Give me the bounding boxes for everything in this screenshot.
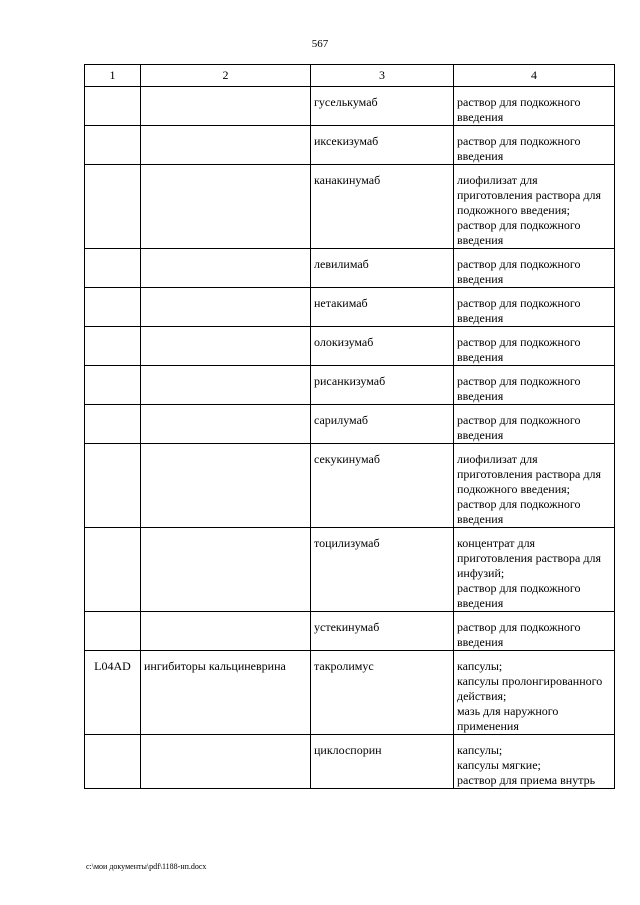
atc-code-cell: [85, 528, 141, 612]
dosage-forms-cell: [454, 327, 615, 366]
group-name-cell: [141, 528, 311, 612]
atc-code-cell: [85, 405, 141, 444]
dosage-form-line: капсулы;: [457, 743, 503, 757]
atc-code-cell: [85, 366, 141, 405]
table-body: [85, 87, 615, 789]
dosage-form-line: раствор для подкожного введения: [457, 374, 581, 403]
table-row: [85, 327, 615, 366]
drug-table: [84, 64, 615, 789]
footer-file-path: c:\мои документы\pdf\1188-нп.docx: [86, 862, 207, 871]
dosage-forms-cell: [454, 735, 615, 789]
column-header-4: 4: [454, 65, 615, 87]
table-row: [85, 366, 615, 405]
dosage-form-line: лиофилизат для приготовления раствора для подкожного введения;: [457, 173, 601, 217]
dosage-form-line: раствор для подкожного введения: [457, 620, 581, 649]
dosage-form-line: раствор для подкожного введения: [457, 218, 581, 247]
drug-name-cell: иксекизумаб: [311, 126, 454, 165]
table-row: [85, 444, 615, 528]
dosage-forms-cell: [454, 87, 615, 126]
group-name-cell: [141, 126, 311, 165]
dosage-forms-cell: [454, 126, 615, 165]
dosage-forms-cell: [454, 249, 615, 288]
dosage-form-line: раствор для подкожного введения: [457, 581, 581, 610]
group-name-cell: [141, 405, 311, 444]
drug-name-cell: левилимаб: [311, 249, 454, 288]
dosage-form-line: раствор для подкожного введения: [457, 257, 581, 286]
drug-name-cell: нетакимаб: [311, 288, 454, 327]
table-row: [85, 288, 615, 327]
dosage-forms-cell: [454, 366, 615, 405]
table-row: [85, 651, 615, 735]
drug-name-cell: гуселькумаб: [311, 87, 454, 126]
dosage-form-line: раствор для подкожного введения: [457, 95, 581, 124]
group-name-cell: [141, 288, 311, 327]
dosage-form-line: раствор для подкожного введения: [457, 497, 581, 526]
group-name-cell: [141, 249, 311, 288]
dosage-form-line: капсулы;: [457, 659, 503, 673]
dosage-form-line: раствор для подкожного введения: [457, 413, 581, 442]
table-row: [85, 405, 615, 444]
group-name-cell: [141, 327, 311, 366]
atc-code-cell: [85, 612, 141, 651]
atc-code-cell: [85, 165, 141, 249]
group-name-cell: [141, 366, 311, 405]
dosage-form-line: мазь для наружного применения: [457, 704, 559, 733]
group-name-cell: [141, 612, 311, 651]
dosage-forms-cell: [454, 444, 615, 528]
atc-code-cell: [85, 126, 141, 165]
drug-name-cell: тоцилизумаб: [311, 528, 454, 612]
table-row: [85, 612, 615, 651]
dosage-form-line: концентрат для приготовления раствора для инфузий;: [457, 536, 601, 580]
column-header-2: 2: [141, 65, 311, 87]
dosage-form-line: капсулы пролонгированного действия;: [457, 674, 603, 703]
dosage-forms-cell: [454, 612, 615, 651]
table-row: [85, 249, 615, 288]
atc-code-cell: [85, 249, 141, 288]
table-row: [85, 735, 615, 789]
atc-code-cell: [85, 327, 141, 366]
group-name-cell: [141, 165, 311, 249]
dosage-form-line: лиофилизат для приготовления раствора для подкожного введения;: [457, 452, 601, 496]
group-name-cell: [141, 444, 311, 528]
dosage-form-line: раствор для подкожного введения: [457, 134, 581, 163]
table-row: [85, 126, 615, 165]
drug-name-cell: секукинумаб: [311, 444, 454, 528]
dosage-form-line: раствор для подкожного введения: [457, 296, 581, 325]
table-row: [85, 165, 615, 249]
table-row: [85, 528, 615, 612]
group-name-cell: ингибиторы кальциневрина: [141, 651, 311, 735]
table-header-row: [85, 65, 615, 87]
drug-name-cell: устекинумаб: [311, 612, 454, 651]
group-name-cell: [141, 87, 311, 126]
column-header-3: 3: [311, 65, 454, 87]
dosage-forms-cell: [454, 651, 615, 735]
drug-name-cell: рисанкизумаб: [311, 366, 454, 405]
atc-code-cell: [85, 87, 141, 126]
atc-code-cell: [85, 735, 141, 789]
column-header-1: 1: [85, 65, 141, 87]
dosage-form-line: капсулы мягкие;: [457, 758, 541, 772]
dosage-form-line: раствор для приема внутрь: [457, 773, 596, 787]
drug-name-cell: сарилумаб: [311, 405, 454, 444]
atc-code-cell: [85, 444, 141, 528]
atc-code-cell: L04AD: [85, 651, 141, 735]
dosage-form-line: раствор для подкожного введения: [457, 335, 581, 364]
drug-name-cell: олокизумаб: [311, 327, 454, 366]
dosage-forms-cell: [454, 165, 615, 249]
dosage-forms-cell: [454, 528, 615, 612]
dosage-forms-cell: [454, 288, 615, 327]
group-name-cell: [141, 735, 311, 789]
drug-name-cell: такролимус: [311, 651, 454, 735]
dosage-forms-cell: [454, 405, 615, 444]
atc-code-cell: [85, 288, 141, 327]
drug-name-cell: циклоспорин: [311, 735, 454, 789]
page-number: 567: [311, 38, 329, 50]
table-row: [85, 87, 615, 126]
drug-name-cell: канакинумаб: [311, 165, 454, 249]
